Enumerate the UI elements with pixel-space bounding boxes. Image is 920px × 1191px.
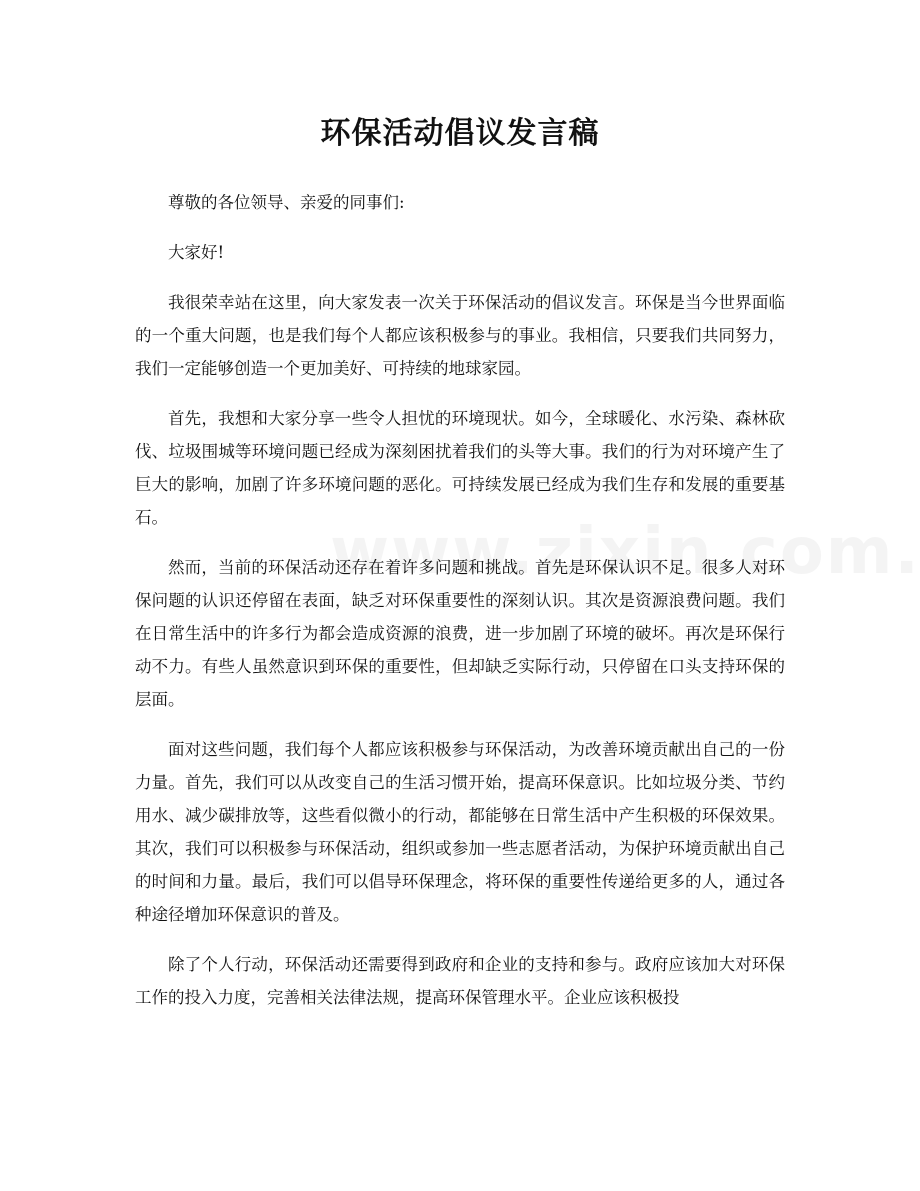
document-title: 环保活动倡议发言稿 — [320, 116, 600, 151]
paragraph-government-enterprise: 除了个人行动，环保活动还需要得到政府和企业的支持和参与。政府应该加大对环保工作的投入力度，完善相关法律法规，提高环保管理水平。企业应该积极投 — [135, 955, 785, 1007]
paragraph-challenges: 然而，当前的环保活动还存在着许多问题和挑战。首先是环保认识不足。很多人对环保问题的认识还停留在表面，缺乏对环保重要性的深刻认识。其次是资源浪费问题。我们在日常生活中的许多行为都会造成资源的浪费，进一步加剧了环境的破坏。再次是环保行动不力。有些人虽然意识到环保的重要性，但却缺乏实际行动，只停留在口头支持环保的层面。 — [135, 558, 785, 709]
paragraph-intro: 我很荣幸站在这里，向大家发表一次关于环保活动的倡议发言。环保是当今世界面临的一个重大问题，也是我们每个人都应该积极参与的事业。我相信，只要我们共同努力，我们一定能够创造一个更加美好、可持续的地球家园。 — [135, 293, 785, 378]
paragraph-personal-actions: 面对这些问题，我们每个人都应该积极参与环保活动，为改善环境贡献出自己的一份力量。首先，我们可以从改变自己的生活习惯开始，提高环保意识。比如垃圾分类、节约用水、减少碳排放等，这些看似微小的行动，都能够在日常生活中产生积极的环保效果。其次，我们可以积极参与环保活动，组织或参加一些志愿者活动，为保护环境贡献出自己的时间和力量。最后，我们可以倡导环保理念，将环保的重要性传递给更多的人，通过各种途径增加环保意识的普及。 — [135, 740, 785, 924]
paragraph-current-situation: 首先，我想和大家分享一些令人担忧的环境现状。如今，全球暖化、水污染、森林砍伐、垃圾围城等环境问题已经成为深刻困扰着我们的头等大事。我们的行为对环境产生了巨大的影响，加剧了许多环境问题的恶化。可持续发展已经成为我们生存和发展的重要基石。 — [135, 409, 785, 527]
greeting: 大家好! — [168, 243, 225, 262]
document-body — [135, 186, 785, 1031]
salutation: 尊敬的各位领导、亲爱的同事们: — [168, 193, 405, 212]
